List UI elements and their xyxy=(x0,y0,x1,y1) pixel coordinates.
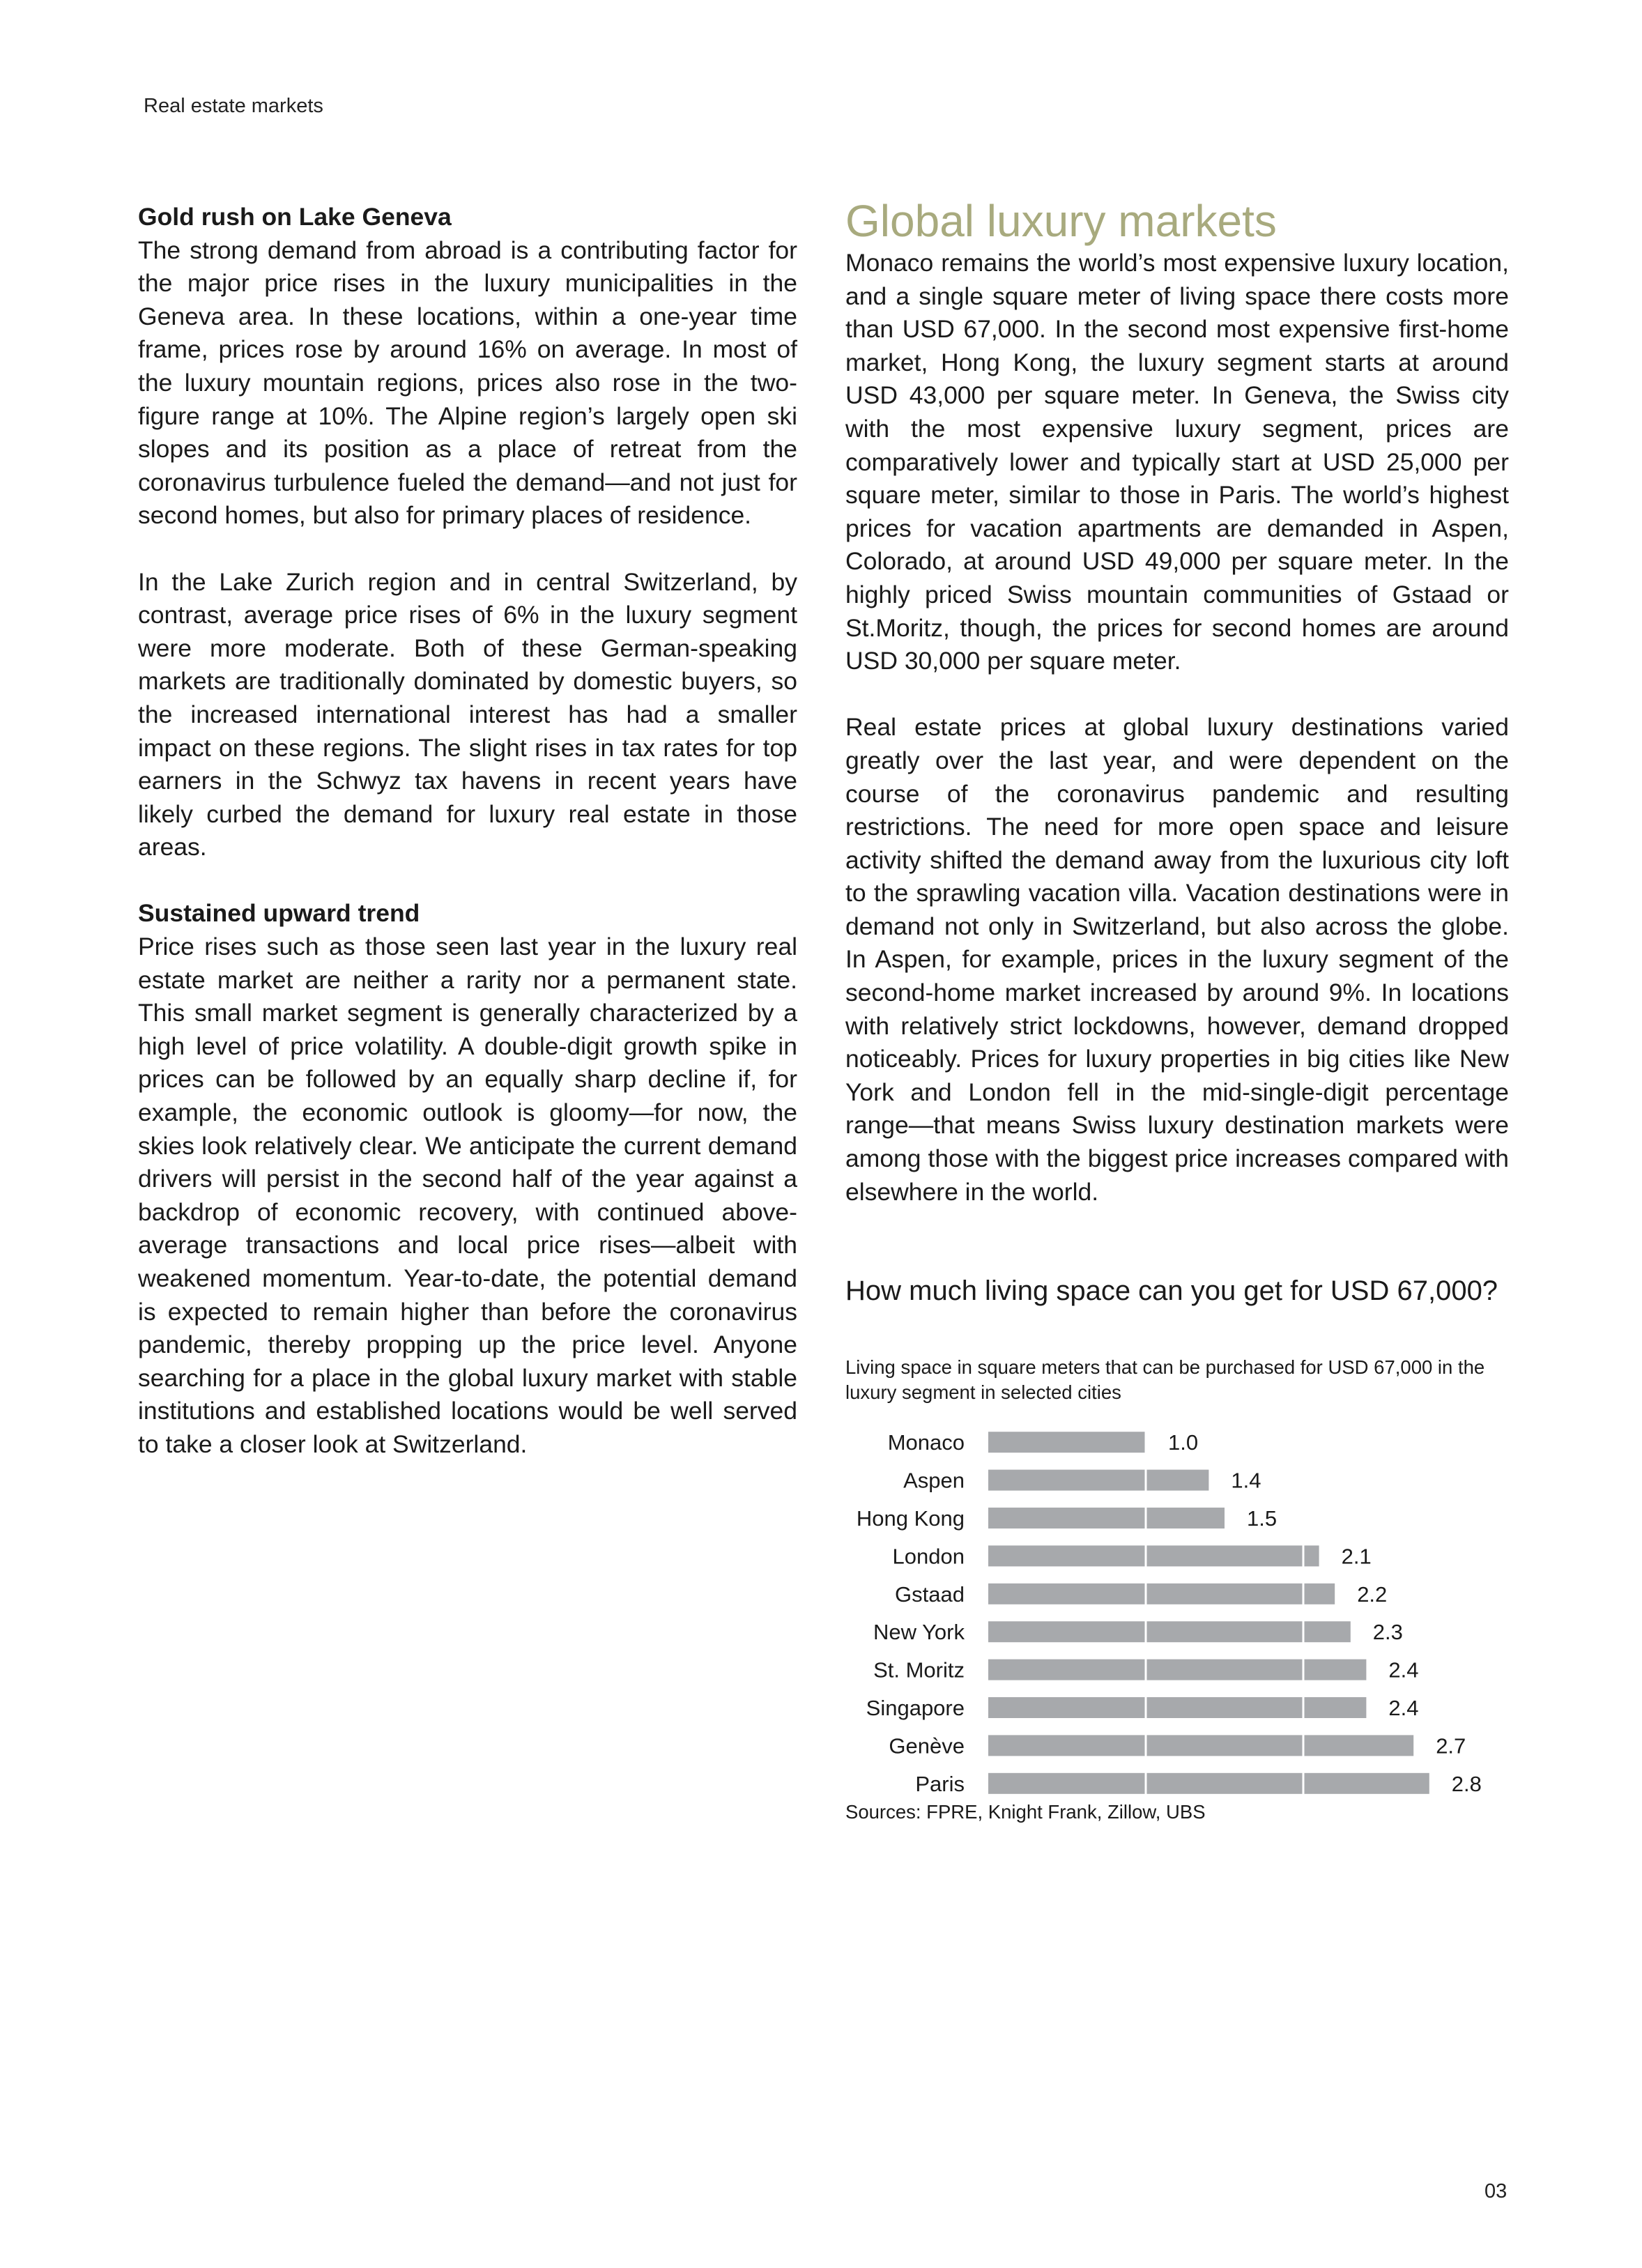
bar-gen-ve xyxy=(988,1735,1413,1756)
value-label: 2.3 xyxy=(1372,1620,1403,1645)
bar-monaco xyxy=(988,1432,1146,1453)
value-label: 2.4 xyxy=(1388,1657,1419,1683)
category-label: Aspen xyxy=(903,1468,965,1493)
paragraph: The strong demand from abroad is a contributing factor for the major price rises in the luxury municipalities in the Geneva area. In these locations, within a one-year time frame, prices rose by around 16% on average. In most of the luxury mountain regions, prices also rose in the two-figure range at 10%. The Alpine region’s largely open ski slopes and its position as a place of retreat from the coronavirus turbulence fueled the demand—and not just for second homes, but also for primary places of residence. xyxy=(138,236,797,530)
bar-hong-kong xyxy=(988,1508,1225,1528)
category-label: Hong Kong xyxy=(856,1506,965,1531)
paragraph: Real estate prices at global luxury destinations varied greatly over the last year, and were dependent on the course of the coronavirus pandemic and resulting restrictions. The need for more open space and leisure activity shifted the demand away from the luxurious city loft to the sprawling vacation villa. Vacation destinations were in demand not only in Switzerland, but also across the globe. In Aspen, for example, prices in the luxury segment of the second-home market increased by around 9%. In locations with relatively strict lockdowns, however, demand dropped noticeably. Prices for luxury properties in big cities like New York and London fell in the mid-single-digit percentage range—that means Swiss luxury destination markets were among those with the biggest price increases compared with elsewhere in the world. xyxy=(845,713,1509,1206)
category-label: St. Moritz xyxy=(873,1657,965,1683)
chart-subtitle: Living space in square meters that can be purchased for USD 67,000 in the luxury segment in selected cities xyxy=(845,1356,1485,1403)
bar-aspen xyxy=(988,1470,1209,1491)
right-column xyxy=(845,196,1509,1209)
value-label: 1.5 xyxy=(1247,1506,1277,1531)
chart-source: Sources: FPRE, Knight Frank, Zillow, UBS xyxy=(845,1801,1206,1823)
chart-title: How much living space can you get for USD 67,000? xyxy=(845,1275,1498,1306)
bar-st-moritz xyxy=(988,1660,1366,1680)
category-label: Paris xyxy=(915,1771,965,1796)
section-title: Global luxury markets xyxy=(845,196,1277,246)
category-label: Singapore xyxy=(866,1696,965,1720)
category-label: Gstaad xyxy=(895,1581,965,1607)
bar-london xyxy=(988,1545,1319,1566)
page-number: 03 xyxy=(1484,2180,1507,2202)
left-column xyxy=(138,201,797,1462)
bar-gstaad xyxy=(988,1584,1335,1604)
value-label: 1.4 xyxy=(1231,1468,1261,1493)
value-label: 2.7 xyxy=(1436,1733,1466,1759)
bar-paris xyxy=(988,1773,1429,1794)
category-label: New York xyxy=(873,1620,965,1645)
value-label: 2.2 xyxy=(1357,1581,1388,1607)
category-label: London xyxy=(892,1544,965,1569)
bar-singapore xyxy=(988,1697,1366,1718)
value-label: 2.4 xyxy=(1388,1696,1419,1720)
bar-new-york xyxy=(988,1621,1351,1642)
heading-gold-rush: Gold rush on Lake Geneva xyxy=(138,203,452,231)
category-label: Monaco xyxy=(887,1430,965,1455)
heading-sustained-trend: Sustained upward trend xyxy=(138,899,420,928)
category-label: Genève xyxy=(889,1733,965,1759)
value-label: 1.0 xyxy=(1168,1430,1199,1455)
running-header: Real estate markets xyxy=(144,95,323,117)
value-label: 2.1 xyxy=(1341,1544,1372,1569)
paragraph: In the Lake Zurich region and in central Switzerland, by contrast, average price rises of 6% in the luxury segment were more moderate. Both of these German-speaking markets are traditionally dominated by domestic buyers, so the increased international interest has had a smaller impact on these regions. The slight rises in tax rates for top earners in the Schwyz tax havens in recent years have likely curbed the demand for luxury real estate in those areas. xyxy=(138,567,797,861)
paragraph: Price rises such as those seen last year in the luxury real estate market are neither a rarity nor a permanent state. This small market segment is generally characterized by a high level of price volatility. A double-digit growth spike in prices can be followed by an equally sharp decline if, for example, the economic outlook is gloomy—for now, the skies look relatively clear. We anticipate the current demand drivers will persist in the second half of the year against a backdrop of economic recovery, with continued above-average transactions and local price rises—albeit with weakened momentum. Year-to-date, the potential demand is expected to remain higher than before the coronavirus pandemic, thereby propping up the price level. Anyone searching for a place in the global luxury market with stable institutions and established locations would be well served to take a closer look at Switzerland. xyxy=(138,933,797,1458)
value-label: 2.8 xyxy=(1451,1771,1482,1796)
bar-chart xyxy=(836,1415,1533,1796)
paragraph: Monaco remains the world’s most expensive luxury location, and a single square meter of living space there costs more than USD 67,000. In the second most expensive first-home market, Hong Kong, the luxury segment starts at around USD 43,000 per square meter. In Geneva, the Swiss city with the most expensive luxury segment, prices are comparatively lower and typically start at USD 25,000 per square meter, similar to those in Paris. The world’s highest prices for vacation apartments are demanded in Aspen, Colorado, at around USD 49,000 per square meter. In the highly priced Swiss mountain communities of Gstaad or St.Moritz, though, the prices for second homes are around USD 30,000 per square meter. xyxy=(845,249,1509,675)
